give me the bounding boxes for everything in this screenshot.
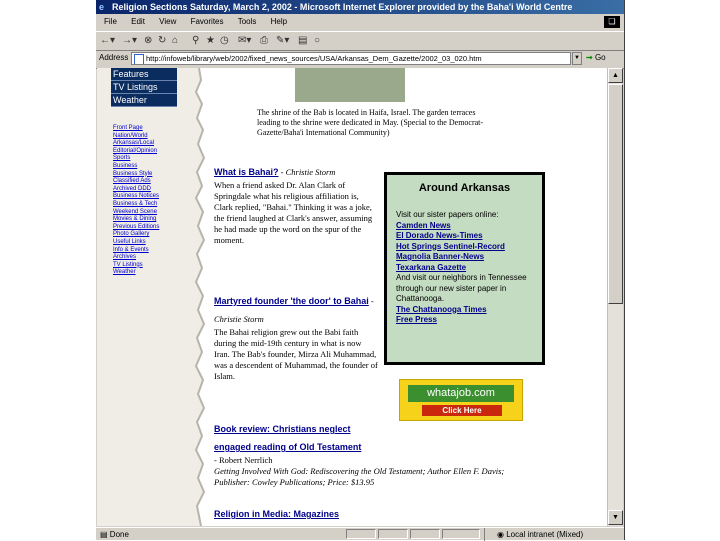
stop-icon[interactable]: ⊗ [144,35,153,46]
status-pane [378,529,408,539]
address-url: http://infoweb/library/web/2002/fixed_news_sources/USA/Arkansas_Dem_Gazette/2002_03_020.htm [146,54,482,63]
go-arrow-icon: ➞ [586,53,593,62]
address-bar [96,50,624,69]
nav-link[interactable]: Business Notices [113,193,160,200]
whatajob-ad-banner[interactable] [399,379,523,421]
menu-help[interactable]: Help [270,17,288,26]
around-intro: Visit our sister papers online: [396,210,499,219]
nav-link[interactable]: Sports [113,155,131,162]
article-summary: The Bahai religion grew out the Babi faith during the mid-19th century in what is now Iran. The Bab's founder, Mirza Ali Muhammad, was a descendent of Muhammad, the founder of Islam. [214,327,378,381]
go-label: Go [594,53,606,62]
around-middle-text: And visit our neighbors in Tennessee through our new sister paper in Chattanooga. [396,273,527,303]
nav-link[interactable]: Business & Tech [113,200,158,207]
status-pane [442,529,480,539]
history-icon[interactable]: ◷ [220,35,229,46]
title-bar [96,0,624,14]
around-arkansas-box [384,172,545,365]
sister-paper-link[interactable]: El Dorado News-Times [396,231,483,240]
status-pane [346,529,376,539]
address-dropdown-icon[interactable]: ▼ [572,52,582,65]
address-label: Address [99,53,129,62]
nav-link[interactable]: Business Style [113,170,153,177]
nav-link[interactable]: Archived DDD [113,185,152,192]
free-press-link[interactable]: Free Press [396,315,437,324]
status-pane [410,529,440,539]
nav-link[interactable]: Classified Ads [113,178,151,185]
ie-logo-icon: e [99,2,105,12]
status-text: ▤ Done [100,530,129,539]
nav-link[interactable]: Movies & Dining [113,216,157,223]
scroll-thumb[interactable] [608,84,623,304]
window-title: Religion Sections Saturday, March 2, 2002 - Microsoft Internet Explorer provided by the Baha'i World Centre [112,2,573,12]
toolbar [96,31,624,51]
go-button[interactable] [586,53,606,62]
nav-link[interactable]: Front Page [113,125,143,131]
nav-link[interactable]: Editorial/Opinion [113,147,158,154]
edit-icon[interactable]: ✎▾ [276,35,290,46]
nav-link[interactable]: Photo Gallery [113,231,150,238]
nav-links [113,125,183,277]
shrine-photo [295,68,405,102]
article-title[interactable]: Martyred founder 'the door' to Bahai [214,296,369,306]
refresh-icon[interactable]: ↻ [158,35,167,46]
search-icon[interactable]: ⚲ [192,35,200,46]
menu-bar [96,15,624,29]
menu-file[interactable]: File [104,17,117,26]
ad-click-here: Click Here [422,405,502,416]
article-author: - Christie Storm [278,167,336,177]
nav-button-weather[interactable]: Weather [111,94,183,107]
sister-paper-link[interactable]: Camden News [396,220,451,230]
torn-paper-edge [177,68,211,526]
scroll-up-icon[interactable]: ▲ [608,68,623,83]
article-title[interactable]: Religion in Media: Magazines [214,509,340,519]
article-author: - Robert Nerrlich [214,455,273,465]
nav-link[interactable]: Archives [113,254,137,261]
nav-link[interactable]: Info & Events [113,246,149,253]
browser-window [95,0,625,540]
nav-link[interactable]: Useful Links [113,238,146,245]
print-icon[interactable]: ⎙ [260,35,268,46]
mail-icon[interactable]: ✉▾ [238,35,252,46]
intranet-icon: ◉ [497,530,504,539]
status-bar [96,527,624,541]
nav-link[interactable]: Weekend Scene [113,208,157,215]
menu-edit[interactable]: Edit [131,17,145,26]
nav-link[interactable]: Weather [113,269,136,276]
done-page-icon: ▤ [100,530,108,539]
nav-link[interactable]: Arkansas/Local [113,140,155,147]
photo-caption: The shrine of the Bab is located in Haifa, Israel. The garden terraces leading to the shrine were dedicated in May. (Special to the Democrat-Gazette/Baha'i International Community) [257,108,484,137]
article-author: - Christie Storm [214,296,374,324]
nav-link[interactable]: Business [113,162,138,169]
sister-paper-link[interactable]: Hot Springs Sentinel-Record [396,241,505,251]
messenger-icon[interactable]: ○ [314,35,321,46]
chattanooga-link[interactable]: The Chattanooga Times [396,304,487,314]
article-title[interactable]: Book review: Christians neglect engaged reading of Old Testament [214,424,362,452]
around-arkansas-title: Around Arkansas [418,182,511,194]
favorites-icon[interactable]: ★ [206,35,215,46]
nav-button-tv-listings[interactable]: TV Listings [111,81,183,94]
sister-paper-link[interactable]: Magnolia Banner-News [396,252,485,261]
ad-brand: whatajob.com [408,385,514,402]
vertical-scrollbar[interactable] [607,68,623,526]
article-religion-in-media [214,504,464,522]
menu-view[interactable]: View [159,17,177,26]
menu-favorites[interactable]: Favorites [190,17,224,26]
home-icon[interactable]: ⌂ [172,35,179,46]
nav-link[interactable]: Nation/World [113,132,148,139]
zone-text: ◉ Local intranet (Mixed) [484,528,583,541]
article-summary: When a friend asked Dr. Alan Clark of Springdale what his religious affiliation is, Clark replied, "Bahai." Thinking it was a joke, the friend laughed at Clark's answer, assuming he had made up the word on the spur of the moment. [214,180,373,245]
sister-paper-link[interactable]: Texarkana Gazette [396,262,467,272]
back-icon[interactable]: ←▾ [100,35,116,46]
scroll-down-icon[interactable]: ▼ [608,510,623,525]
article-what-is-bahai [214,162,379,246]
page-icon [134,54,144,65]
article-martyred-founder [214,291,379,382]
address-input[interactable] [131,52,571,65]
forward-icon[interactable]: →▾ [122,35,138,46]
menu-tools[interactable]: Tools [237,17,257,26]
page-content [97,68,607,526]
nav-link[interactable]: Previous Editions [113,223,160,230]
nav-link[interactable]: TV Listings [113,261,143,268]
discuss-icon[interactable]: ▤ [298,35,308,46]
article-title[interactable]: What is Bahai? [214,167,279,177]
article-book-review [214,419,514,488]
windows-logo-icon: ❏ [604,16,620,28]
article-summary: Getting Involved With God: Rediscovering the Old Testament; Author Ellen F. Davis; Publisher: Cowley Publications; Price: $13.95 [214,466,505,487]
nav-button-features[interactable]: Features [111,68,183,81]
